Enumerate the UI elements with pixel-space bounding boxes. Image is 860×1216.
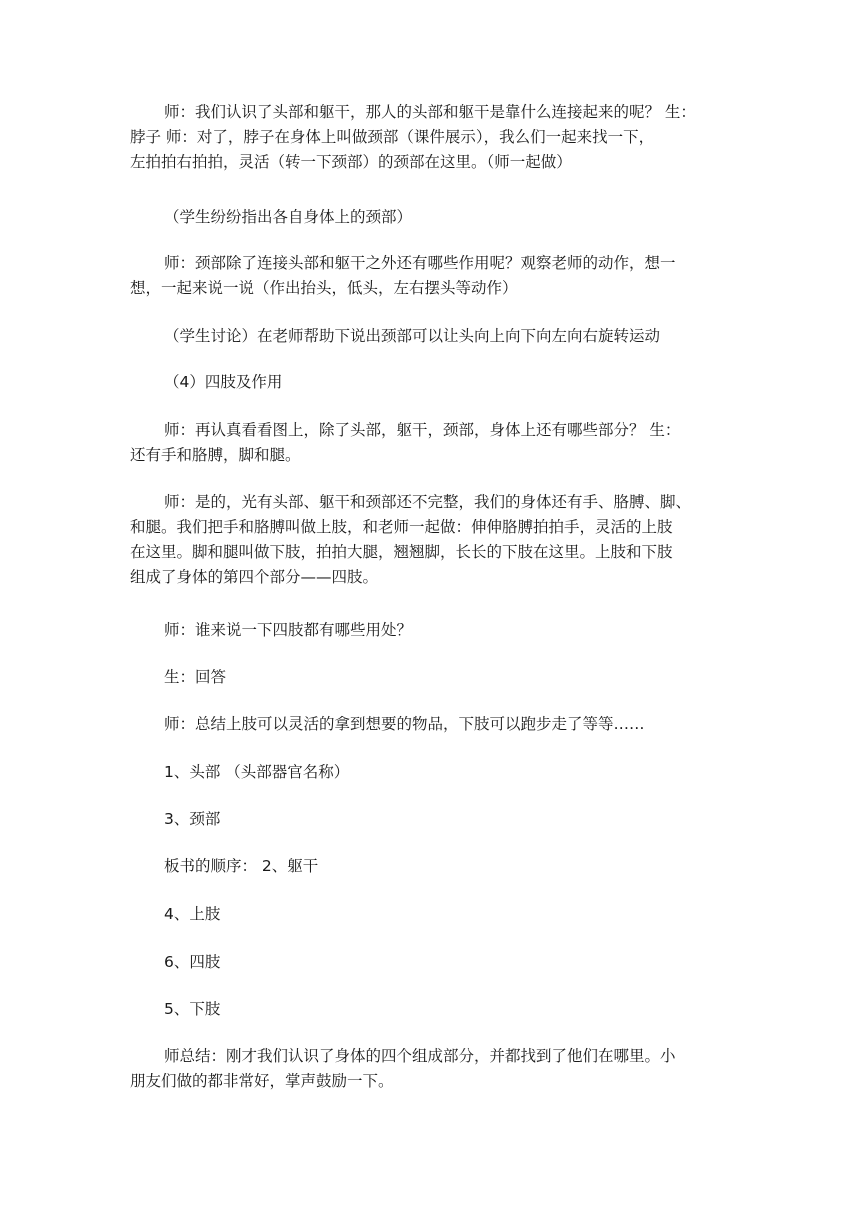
- text-line: （4）四肢及作用: [164, 373, 283, 391]
- text-line: 师：颈部除了连接头部和躯干之外还有哪些作用呢？观察老师的动作，想一: [164, 254, 676, 272]
- paragraph-summary-limbs: [164, 712, 735, 737]
- text-line: 组成了身体的第四个部分——四肢。: [130, 568, 379, 586]
- paragraph-limbs-explain: [130, 490, 735, 590]
- paragraph-question-limbs: [164, 618, 735, 643]
- paragraph-student-answer: [164, 665, 735, 690]
- board-item-lower-limb: [164, 997, 735, 1022]
- text-line: 师：谁来说一下四肢都有哪些用处？: [164, 621, 413, 639]
- paragraph-student-discussion: [164, 324, 735, 349]
- text-line: 还有手和胳膊，脚和腿。: [130, 446, 301, 464]
- text-line: 5、下肢: [164, 1000, 221, 1018]
- text-line: 师总结：刚才我们认识了身体的四个组成部分，并都找到了他们在哪里。小: [164, 1047, 676, 1065]
- text-line: （学生纷纷指出各自身体上的颈部）: [164, 208, 413, 226]
- paragraph-other-parts: [130, 418, 735, 468]
- board-item-neck: [164, 807, 735, 832]
- board-item-head: [164, 760, 735, 785]
- paragraph-neck-function: [130, 251, 735, 301]
- text-line: 朋友们做的都非常好，掌声鼓励一下。: [130, 1072, 394, 1090]
- text-line: 和腿。我们把手和胳膊叫做上肢，和老师一起做：伸伸胳膊拍拍手，灵活的上肢: [130, 518, 673, 536]
- paragraph-students-point: [164, 205, 735, 230]
- text-line: 师：是的，光有头部、躯干和颈部还不完整，我们的身体还有手、胳膊、脚、: [164, 493, 692, 511]
- board-item-upper-limb: [164, 902, 735, 927]
- text-line: 6、四肢: [164, 953, 221, 971]
- text-line: 脖子 师：对了，脖子在身体上叫做颈部（课件展示），我么们一起来找一下，: [130, 128, 655, 146]
- text-line: 左拍拍右拍拍，灵活（转一下颈部）的颈部在这里。（师一起做）: [130, 153, 572, 171]
- text-line: 想，一起来说一说（作出抬头，低头，左右摆头等动作）: [130, 279, 518, 297]
- text-line: 师：再认真看看图上，除了头部，躯干，颈部，身体上还有哪些部分？ 生：: [164, 421, 681, 439]
- text-line: 在这里。脚和腿叫做下肢，拍拍大腿，翘翘脚，长长的下肢在这里。上肢和下肢: [130, 543, 673, 561]
- text-line: 1、头部 （头部器官名称）: [164, 763, 350, 781]
- text-line: 师：我们认识了头部和躯干，那人的头部和躯干是靠什么连接起来的呢？ 生：: [164, 103, 696, 121]
- text-line: （学生讨论）在老师帮助下说出颈部可以让头向上向下向左向右旋转运动: [164, 327, 661, 345]
- paragraph-teacher-summary: [130, 1044, 735, 1094]
- text-line: 师：总结上肢可以灵活的拿到想要的物品，下肢可以跑步走了等等……: [164, 715, 645, 733]
- board-order-label: [164, 854, 735, 879]
- board-item-limbs: [164, 950, 735, 975]
- section-heading-limbs: [164, 370, 735, 395]
- text-line: 4、上肢: [164, 905, 221, 923]
- text-line: 3、颈部: [164, 810, 221, 828]
- paragraph-neck-intro: [130, 100, 735, 175]
- text-line: 板书的顺序： 2、躯干: [164, 857, 319, 875]
- text-line: 生：回答: [164, 668, 227, 686]
